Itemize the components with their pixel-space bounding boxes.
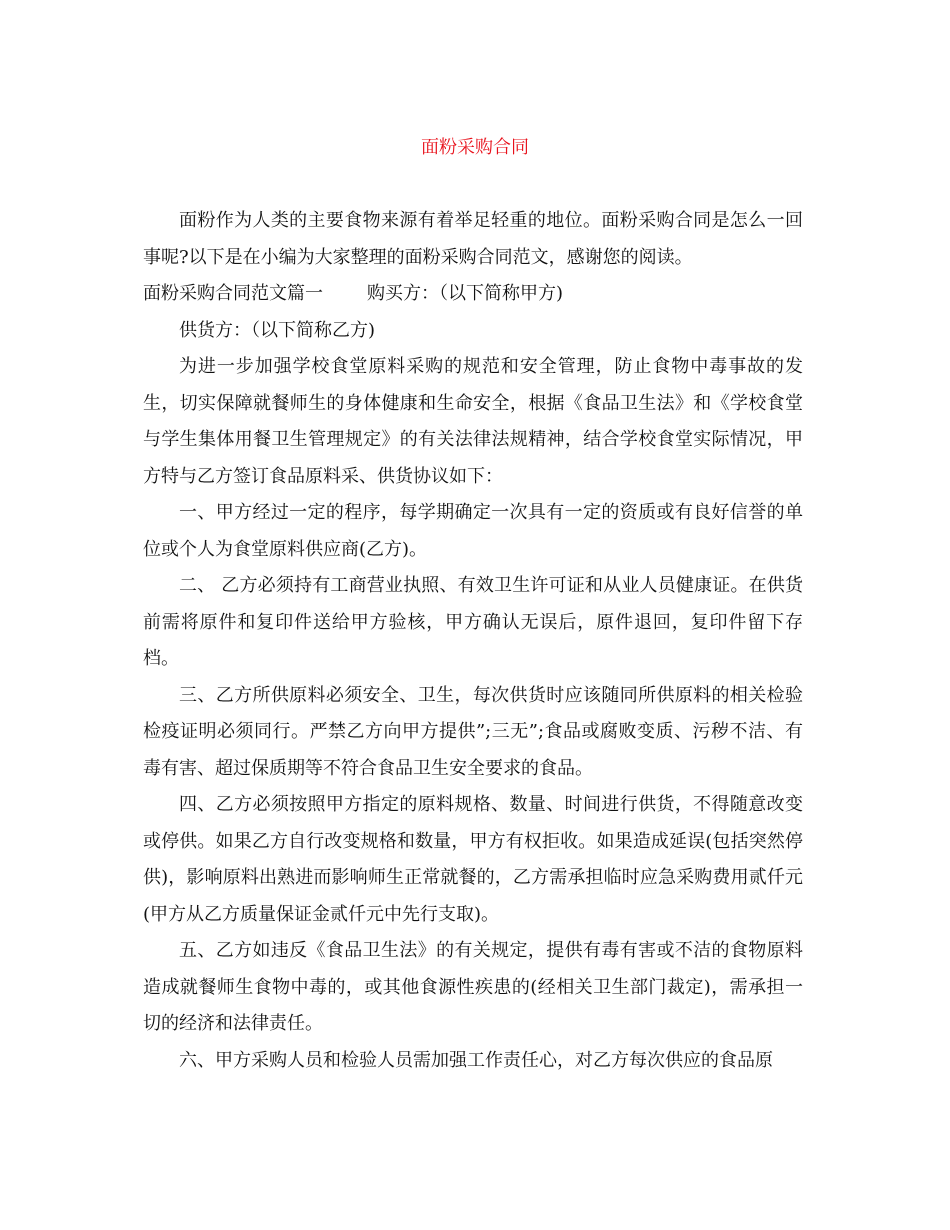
clause-paragraph: 四、乙方必须按照甲方指定的原料规格、数量、时间进行供货，不得随意改变或停供。如果乙方自行改变规格和数量，甲方有权拒收。如果造成延误(包括突然停供)，影响原料出熟进而影响师生正常就餐的，乙方需承担临时应急采购费用贰仟元(甲方从乙方质量保证金贰仟元中先行支取)。 xyxy=(143,794,803,925)
section-heading-line xyxy=(143,276,803,313)
clause-paragraph: 五、乙方如违反《食品卫生法》的有关规定，提供有毒有害或不洁的食物原料造成就餐师生食物中毒的，或其他食源性疾患的(经相关卫生部门裁定)，需承担一切的经济和法律责任。 xyxy=(143,940,803,1034)
document-body xyxy=(143,203,803,1079)
clause-paragraph: 一、甲方经过一定的程序，每学期确定一次具有一定的资质或有良好信誉的单位或个人为食堂原料供应商(乙方)。 xyxy=(143,502,803,560)
intro-paragraph: 面粉作为人类的主要食物来源有着举足轻重的地位。面粉采购合同是怎么一回事呢?以下是在小编为大家整理的面粉采购合同范文，感谢您的阅读。 xyxy=(143,210,803,268)
clause-paragraph: 二、 乙方必须持有工商营业执照、有效卫生许可证和从业人员健康证。在供货前需将原件和复印件送给甲方验核，甲方确认无误后，原件退回，复印件留下存档。 xyxy=(143,575,803,669)
clause-paragraph: 六、甲方采购人员和检验人员需加强工作责任心，对乙方每次供应的食品原 xyxy=(179,1049,773,1071)
clause-paragraph: 三、乙方所供原料必须安全、卫生，每次供货时应该随同所供原料的相关检验检疫证明必须同行。严禁乙方向甲方提供”;三无”;食品或腐败变质、污秽不洁、有毒有害、超过保质期等不符合食品卫生安全要求的食品。 xyxy=(143,684,803,779)
document-title: 面粉采购合同 xyxy=(421,137,529,158)
buyer-line: 购买方：（以下简称甲方) xyxy=(367,283,564,304)
supplier-line: 供货方：（以下简称乙方) xyxy=(179,319,376,341)
section-heading: 面粉采购合同范文篇一 xyxy=(143,283,323,304)
preamble-paragraph: 为进一步加强学校食堂原料采购的规范和安全管理，防止食物中毒事故的发生，切实保障就餐师生的身体健康和生命安全，根据《食品卫生法》和《学校食堂与学生集体用餐卫生管理规定》的有关法律法规精神，结合学校食堂实际情况，甲方特与乙方签订食品原料采、供货协议如下： xyxy=(143,356,803,487)
